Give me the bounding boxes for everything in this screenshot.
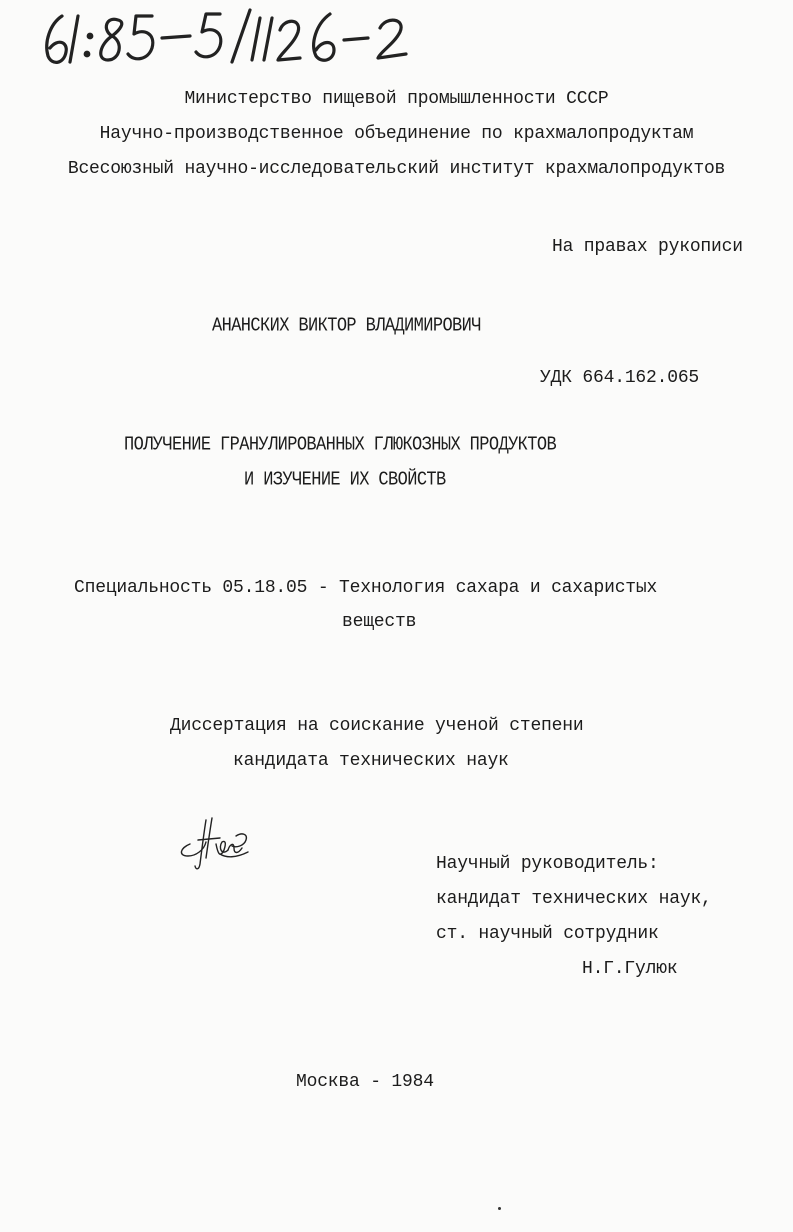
- handwritten-archive-code: [40, 2, 420, 72]
- association-line: Научно-производственное объединение по крахмалопродуктам: [99, 124, 694, 144]
- supervisor-degree: кандидат технических наук,: [436, 889, 712, 909]
- udc-code: УДК 664.162.065: [540, 368, 700, 388]
- institute-line: Всесоюзный научно-исследовательский институт крахмалопродуктов: [67, 159, 726, 179]
- dissertation-line-2: кандидата технических наук: [233, 751, 509, 771]
- author-signature: [176, 814, 252, 874]
- dissertation-line-1: Диссертация на соискание ученой степени: [170, 716, 584, 736]
- specialty-line-1: Специальность 05.18.05 - Технология сахара и сахаристых: [74, 578, 658, 598]
- specialty-line-2: веществ: [342, 612, 417, 632]
- manuscript-rights: На правах рукописи: [552, 237, 743, 257]
- author-name: АНАНСКИХ ВИКТОР ВЛАДИМИРОВИЧ: [212, 315, 481, 338]
- title-line-1: ПОЛУЧЕНИЕ ГРАНУЛИРОВАННЫХ ГЛЮКОЗНЫХ ПРОДУКТОВ: [124, 434, 557, 457]
- supervisor-position: ст. научный сотрудник: [436, 924, 659, 944]
- supervisor-role: Научный руководитель:: [436, 854, 659, 874]
- ink-speck: [498, 1207, 501, 1210]
- title-line-2: И ИЗУЧЕНИЕ ИХ СВОЙСТВ: [244, 469, 446, 492]
- city-year: Москва - 1984: [296, 1072, 434, 1092]
- ministry-line: Министерство пищевой промышленности СССР: [184, 89, 609, 109]
- supervisor-name: Н.Г.Гулюк: [582, 959, 678, 979]
